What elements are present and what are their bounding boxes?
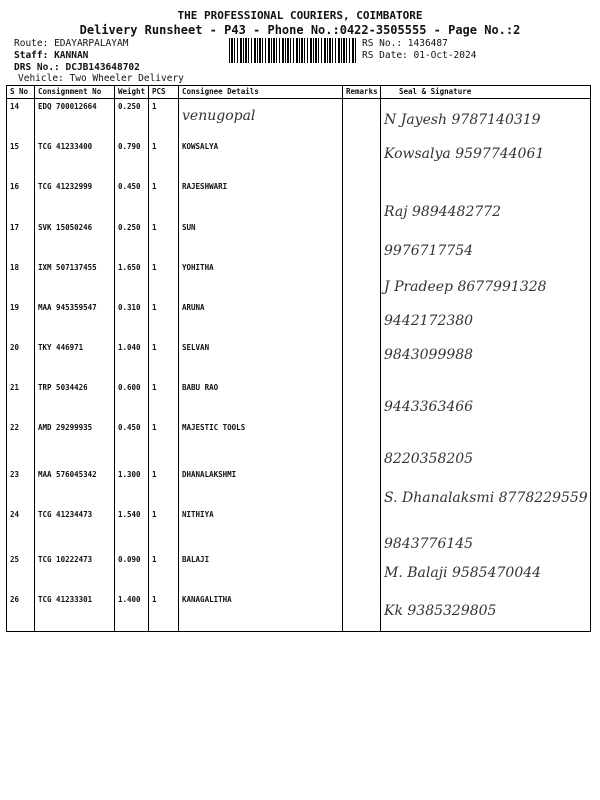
row-pcs: 1 [149,467,179,507]
row-consignment-no: TKY 446971 [35,340,115,380]
row-remarks [343,507,381,552]
row-pcs: 1 [149,99,179,139]
barcode-image [229,38,356,63]
handwritten-signature: N Jayesh 9787140319 [384,112,541,128]
col-consignee-details: Consignee Details [179,86,343,99]
row-weight: 0.090 [115,552,149,592]
table-row [7,300,591,340]
row-consignment-no: TCG 41233301 [35,592,115,632]
handwritten-signature: 9442172380 [384,312,474,329]
table-header-row [7,86,591,99]
consignee-name: DHANALAKSHMI [182,469,237,479]
col-seal-signature: Seal & Signature [381,86,591,99]
row-remarks [343,420,381,467]
staff-line [14,50,88,61]
row-signature [381,552,591,592]
row-sno: 16 [7,179,35,220]
route-label: Route: [14,38,49,49]
vehicle-line [18,73,184,84]
row-consignee-name [179,380,343,420]
row-consignee-name [179,507,343,552]
row-sno: 25 [7,552,35,592]
handwritten-signature: Kowsalya 9597744061 [384,145,545,162]
row-remarks [343,179,381,220]
row-consignment-no: TCG 10222473 [35,552,115,592]
row-consignment-no: EDQ 700012664 [35,99,115,139]
row-weight: 0.450 [115,179,149,220]
col-sno: S No [7,86,35,99]
row-consignment-no: AMD 29299935 [35,420,115,467]
row-consignee-name [179,260,343,300]
row-sno: 23 [7,467,35,507]
row-remarks [343,380,381,420]
row-pcs: 1 [149,300,179,340]
table-row [7,220,591,260]
row-pcs: 1 [149,340,179,380]
row-consignee-name [179,552,343,592]
table-row [7,179,591,220]
rs-date-value: 01-Oct-2024 [413,50,477,61]
handwritten-consignee: venugopal [182,108,256,124]
row-remarks [343,99,381,139]
row-signature [381,507,591,552]
row-sno: 17 [7,220,35,260]
row-weight: 0.250 [115,220,149,260]
col-remarks: Remarks [343,86,381,99]
row-consignment-no: IXM 507137455 [35,260,115,300]
consignee-name: YOHITHA [182,262,214,272]
table-row [7,420,591,467]
consignee-name: SELVAN [182,342,210,352]
row-weight: 1.300 [115,467,149,507]
row-weight: 0.600 [115,380,149,420]
row-signature [381,139,591,179]
handwritten-signature: 9443363466 [384,398,474,415]
col-weight: Weight [115,86,149,99]
row-pcs: 1 [149,139,179,179]
row-sno: 21 [7,380,35,420]
route-line [14,38,128,49]
table-row [7,380,591,420]
row-consignee-name [179,179,343,220]
row-remarks [343,300,381,340]
row-sno: 22 [7,420,35,467]
row-weight: 1.040 [115,340,149,380]
row-weight: 1.650 [115,260,149,300]
row-weight: 0.450 [115,420,149,467]
table-row [7,260,591,300]
row-remarks [343,139,381,179]
row-weight: 1.400 [115,592,149,632]
drs-line [14,62,140,73]
company-title: THE PROFESSIONAL COURIERS, COIMBATORE [177,9,423,22]
consignee-name: NITHIYA [182,509,214,519]
handwritten-signature: 8220358205 [384,450,474,467]
row-signature [381,592,591,632]
row-sno: 19 [7,300,35,340]
row-consignee-name [179,592,343,632]
row-pcs: 1 [149,420,179,467]
table-row [7,592,591,632]
row-signature [381,467,591,507]
vehicle-value: Two Wheeler Delivery [69,73,184,84]
row-consignee-name [179,340,343,380]
row-remarks [343,552,381,592]
row-pcs: 1 [149,179,179,220]
table-row [7,99,591,139]
row-signature [381,300,591,340]
rs-no-line [362,38,448,49]
row-consignment-no: TRP 5034426 [35,380,115,420]
row-sno: 24 [7,507,35,552]
row-consignment-no: TCG 41232999 [35,179,115,220]
col-pcs: PCS [149,86,179,99]
table-row [7,467,591,507]
row-remarks [343,260,381,300]
row-sno: 18 [7,260,35,300]
row-signature [381,420,591,467]
row-consignment-no: MAA 945359547 [35,300,115,340]
consignee-name: MAJESTIC TOOLS [182,422,246,432]
staff-label: Staff: [14,50,49,61]
table-row [7,507,591,552]
row-sno: 15 [7,139,35,179]
handwritten-signature: S. Dhanalaksmi 8778229559 [384,489,588,506]
handwritten-signature: J Pradeep 8677991328 [384,278,547,295]
consignee-name: KANAGALITHA [182,594,232,604]
handwritten-signature: 9843776145 [384,535,474,552]
row-consignee-name [179,420,343,467]
row-pcs: 1 [149,380,179,420]
row-signature [381,380,591,420]
vehicle-label: Vehicle: [18,73,64,84]
row-consignment-no: MAA 576045342 [35,467,115,507]
drs-label: DRS No.: [14,62,60,73]
drs-value: DCJB143648702 [65,62,140,73]
row-consignee-name [179,139,343,179]
handwritten-signature: M. Balaji 9585470044 [384,564,542,581]
row-sno: 26 [7,592,35,632]
row-consignee-name [179,220,343,260]
rs-no-label: RS No.: [362,38,403,49]
route-value: EDAYARPALAYAM [54,38,129,49]
row-signature [381,340,591,380]
row-pcs: 1 [149,552,179,592]
consignee-name: BABU RAO [182,382,219,392]
row-consignment-no: SVK 15050246 [35,220,115,260]
row-pcs: 1 [149,260,179,300]
row-remarks [343,220,381,260]
col-consignment-no: Consignment No [35,86,115,99]
row-consignment-no: TCG 41233400 [35,139,115,179]
runsheet-title: Delivery Runsheet - P43 - Phone No.:0422-3505555 - Page No.:2 [79,23,521,37]
consignee-name: SUN [182,222,196,232]
row-signature [381,179,591,220]
consignee-name: BALAJI [182,554,210,564]
rs-no-value: 1436487 [407,38,448,49]
row-consignment-no: TCG 41234473 [35,507,115,552]
row-signature [381,260,591,300]
row-consignee-name [179,99,343,139]
row-weight: 0.310 [115,300,149,340]
row-remarks [343,592,381,632]
table-row [7,340,591,380]
row-weight: 0.250 [115,99,149,139]
table-row [7,552,591,592]
rs-date-line [362,50,476,61]
consignee-name: KOWSALYA [182,141,219,151]
row-remarks [343,340,381,380]
rs-date-label: RS Date: [362,50,408,61]
table-row [7,139,591,179]
delivery-table [6,85,591,632]
handwritten-signature: 9976717754 [384,242,474,259]
handwritten-signature: 9843099988 [384,346,474,363]
staff-value: KANNAN [54,50,89,61]
row-sno: 20 [7,340,35,380]
row-pcs: 1 [149,592,179,632]
row-consignee-name [179,467,343,507]
row-pcs: 1 [149,220,179,260]
row-pcs: 1 [149,507,179,552]
row-weight: 1.540 [115,507,149,552]
consignee-name: RAJESHWARI [182,181,228,191]
row-consignee-name [179,300,343,340]
consignee-name: ARUNA [182,302,205,312]
handwritten-signature: Raj 9894482772 [384,203,502,220]
row-remarks [343,467,381,507]
handwritten-signature: Kk 9385329805 [384,602,497,619]
row-sno: 14 [7,99,35,139]
row-signature [381,220,591,260]
row-weight: 0.790 [115,139,149,179]
row-signature [381,99,591,139]
